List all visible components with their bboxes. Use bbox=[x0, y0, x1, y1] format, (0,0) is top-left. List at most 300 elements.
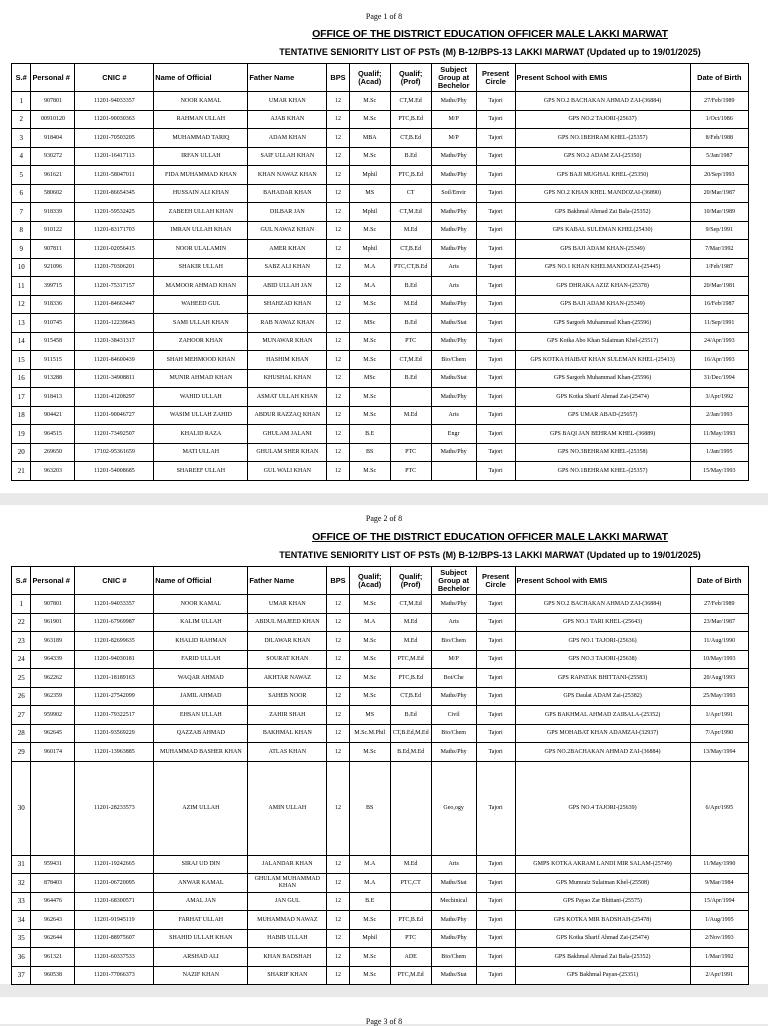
cell-qualif-prof: CT,B.Ed bbox=[390, 129, 431, 148]
cell-present-circle: Tajori bbox=[476, 911, 515, 930]
cell-bps: 12 bbox=[327, 203, 350, 222]
cell-cnic: 11201-86654345 bbox=[75, 184, 154, 203]
cell-present-school: GPS BAJI ADAM KHAN-(25349) bbox=[515, 240, 690, 259]
cell-father-name: SOURAT KHAN bbox=[248, 650, 327, 669]
cell-subject-group: Maths/Phy bbox=[431, 687, 476, 706]
cell-present-school: GPS NO.1 TAJORI-(25636) bbox=[515, 632, 690, 651]
cell-bps: 12 bbox=[327, 314, 350, 333]
table-row bbox=[12, 240, 749, 259]
cell-subject-group: Maths/Phy bbox=[431, 929, 476, 948]
cell-qualif-prof: M.Ed bbox=[390, 632, 431, 651]
cell-present-circle: Tajori bbox=[476, 369, 515, 388]
cell-date-of-birth: 3/Apr/1992 bbox=[690, 388, 748, 407]
cell-date-of-birth: 10/May/1993 bbox=[690, 650, 748, 669]
cell-qualif-acad: Mphil bbox=[349, 166, 390, 185]
cell-bps: 12 bbox=[327, 147, 350, 166]
cell-present-circle: Tajori bbox=[476, 874, 515, 893]
cell-present-school: GPS Kotka Abo Khan Sulaiman Khel-(25517) bbox=[515, 332, 690, 351]
cell-qualif-acad: M.A bbox=[349, 855, 390, 874]
cell-name: FIDA MUHAMMAD KHAN bbox=[154, 166, 248, 185]
cell-name: KHALID RAZA bbox=[154, 425, 248, 444]
cell-present-circle: Tajori bbox=[476, 129, 515, 148]
cell-present-circle: Tajori bbox=[476, 929, 515, 948]
cell-qualif-prof: B.Ed,M.Ed bbox=[390, 743, 431, 762]
cell-bps: 12 bbox=[327, 277, 350, 296]
cell-present-school: GPS Payao Zar Bhittani-(25575) bbox=[515, 892, 690, 911]
cell-personal-no: 00910120 bbox=[31, 110, 75, 129]
cell-qualif-acad: M.Sc bbox=[349, 462, 390, 481]
cell-sno: 3 bbox=[12, 129, 31, 148]
cell-bps: 12 bbox=[327, 724, 350, 743]
cell-father-name: GUL WALI KHAN bbox=[248, 462, 327, 481]
cell-subject-group: Geo,ogy bbox=[431, 761, 476, 855]
cell-qualif-acad: M.A bbox=[349, 613, 390, 632]
cell-cnic: 11201-91945119 bbox=[75, 911, 154, 930]
cell-date-of-birth: 7/Apr/1990 bbox=[690, 724, 748, 743]
cell-qualif-acad: M.Sc bbox=[349, 110, 390, 129]
cell-sno: 1 bbox=[12, 595, 31, 614]
cell-date-of-birth: 11/May/1993 bbox=[690, 425, 748, 444]
cell-personal-no: 878403 bbox=[31, 874, 75, 893]
cell-bps: 12 bbox=[327, 110, 350, 129]
cell-present-circle: Tajori bbox=[476, 595, 515, 614]
cell-sno: 13 bbox=[12, 314, 31, 333]
table-row bbox=[12, 406, 749, 425]
cell-father-name: AKHTAR NAWAZ bbox=[248, 669, 327, 688]
cell-date-of-birth: 8/Feb/1988 bbox=[690, 129, 748, 148]
cell-cnic: 11201-41208297 bbox=[75, 388, 154, 407]
cell-present-school: GPS UMAR ABAD-(25657) bbox=[515, 406, 690, 425]
cell-sno: 9 bbox=[12, 240, 31, 259]
cell-present-school: GPS KABAL SULEMAN KHEL(25430) bbox=[515, 221, 690, 240]
table-row bbox=[12, 258, 749, 277]
cell-qualif-acad: M.Sc bbox=[349, 221, 390, 240]
table-row bbox=[12, 332, 749, 351]
cell-sno: 27 bbox=[12, 706, 31, 725]
header-present-circle: Present Circle bbox=[476, 567, 515, 595]
cell-personal-no: 964339 bbox=[31, 650, 75, 669]
cell-subject-group: M/P bbox=[431, 110, 476, 129]
cell-qualif-prof: CT,M.Ed bbox=[390, 92, 431, 111]
cell-father-name: UMAR KHAN bbox=[248, 595, 327, 614]
cell-qualif-acad: M.Sc bbox=[349, 295, 390, 314]
cell-qualif-prof: CT,M.Ed bbox=[390, 203, 431, 222]
cell-qualif-prof: CT bbox=[390, 184, 431, 203]
table-row bbox=[12, 147, 749, 166]
cell-cnic: 11201-94033357 bbox=[75, 595, 154, 614]
cell-qualif-prof: M.Ed bbox=[390, 406, 431, 425]
cell-qualif-acad: M.A bbox=[349, 277, 390, 296]
cell-sno: 19 bbox=[12, 425, 31, 444]
cell-father-name: GHULAM MUHAMMAD KHAN bbox=[248, 874, 327, 893]
cell-cnic: 11201-60337533 bbox=[75, 948, 154, 967]
cell-subject-group: Arts bbox=[431, 277, 476, 296]
cell-present-school: GPS NO.2 TAJORI-(25637) bbox=[515, 110, 690, 129]
cell-present-school: GPS NO.2 ADAM ZAI-(25350) bbox=[515, 147, 690, 166]
table-row bbox=[12, 948, 749, 967]
cell-personal-no: 907801 bbox=[31, 92, 75, 111]
cell-name: EHSAN ULLAH bbox=[154, 706, 248, 725]
cell-sno: 22 bbox=[12, 613, 31, 632]
table-row bbox=[12, 351, 749, 370]
cell-present-circle: Tajori bbox=[476, 462, 515, 481]
cell-present-school: GPS Kotka Sharif Ahmad Zai-(25474) bbox=[515, 388, 690, 407]
cell-father-name: HABIB ULLAH bbox=[248, 929, 327, 948]
cell-present-school: GPS BAJI MUGHAL KHEL-(25350) bbox=[515, 166, 690, 185]
cell-qualif-prof bbox=[390, 761, 431, 855]
cell-present-circle: Tajori bbox=[476, 425, 515, 444]
cell-father-name: DILAWAR KHAN bbox=[248, 632, 327, 651]
cell-date-of-birth: 1/Oct/1986 bbox=[690, 110, 748, 129]
cell-cnic: 11201-19242665 bbox=[75, 855, 154, 874]
cell-name: KALIM ULLAH bbox=[154, 613, 248, 632]
header-subject-group: Subject Group at Bechelor bbox=[431, 567, 476, 595]
table-row bbox=[12, 388, 749, 407]
cell-date-of-birth: 11/Aug/1990 bbox=[690, 632, 748, 651]
cell-date-of-birth: 1/Mar/1992 bbox=[690, 948, 748, 967]
cell-qualif-prof: PTC,B.Ed bbox=[390, 166, 431, 185]
cell-cnic: 11201-67969987 bbox=[75, 613, 154, 632]
cell-sno: 21 bbox=[12, 462, 31, 481]
cell-qualif-prof: PTC,CT bbox=[390, 874, 431, 893]
cell-cnic: 11201-73492507 bbox=[75, 425, 154, 444]
page-number: Page 2 of 8 bbox=[365, 514, 403, 523]
header-cnic: CNIC # bbox=[75, 567, 154, 595]
cell-present-school: GMPS KOTKA AKRAM LANDI MIR SALAM-(25749) bbox=[515, 855, 690, 874]
cell-date-of-birth: 7/Mar/1992 bbox=[690, 240, 748, 259]
cell-subject-group: Maths/Phy bbox=[431, 147, 476, 166]
cell-personal-no: 580602 bbox=[31, 184, 75, 203]
cell-qualif-acad: MSc bbox=[349, 314, 390, 333]
cell-personal-no: 959431 bbox=[31, 855, 75, 874]
page-number: Page 3 of 8 bbox=[365, 1017, 403, 1026]
cell-cnic: 11201-16417113 bbox=[75, 147, 154, 166]
cell-cnic: 11201-27542099 bbox=[75, 687, 154, 706]
cell-cnic: 11201-84663447 bbox=[75, 295, 154, 314]
table-row bbox=[12, 929, 749, 948]
cell-subject-group: Arts bbox=[431, 258, 476, 277]
cell-name: IMRAN ULLAH KHAN bbox=[154, 221, 248, 240]
cell-qualif-acad: M.Sc bbox=[349, 911, 390, 930]
table-row bbox=[12, 277, 749, 296]
cell-qualif-prof: PTC,B.Ed bbox=[390, 669, 431, 688]
cell-qualif-acad: M.Sc bbox=[349, 388, 390, 407]
cell-qualif-prof: M.Ed bbox=[390, 221, 431, 240]
header-row bbox=[12, 567, 749, 595]
cell-subject-group: Maths/Phy bbox=[431, 443, 476, 462]
cell-personal-no: 962262 bbox=[31, 669, 75, 688]
cell-father-name: ABDUR RAZZAQ KHAN bbox=[248, 406, 327, 425]
cell-qualif-prof: M.Ed bbox=[390, 613, 431, 632]
cell-name: ARSHAD ALI bbox=[154, 948, 248, 967]
cell-present-school: GPS Kotka Sharif Ahmad Zai-(25474) bbox=[515, 929, 690, 948]
cell-father-name: GHULAM SHER KHAN bbox=[248, 443, 327, 462]
cell-cnic: 11201-93569229 bbox=[75, 724, 154, 743]
cell-subject-group: Maths/Phy bbox=[431, 743, 476, 762]
cell-sno: 7 bbox=[12, 203, 31, 222]
cell-father-name: GUL NAWAZ KHAN bbox=[248, 221, 327, 240]
cell-present-circle: Tajori bbox=[476, 332, 515, 351]
cell-qualif-prof: B.Ed bbox=[390, 706, 431, 725]
cell-date-of-birth: 6/Apr/1995 bbox=[690, 761, 748, 855]
cell-sno: 25 bbox=[12, 669, 31, 688]
cell-present-circle: Tajori bbox=[476, 314, 515, 333]
cell-sno: 1 bbox=[12, 92, 31, 111]
cell-date-of-birth: 2/Jan/1993 bbox=[690, 406, 748, 425]
table-row bbox=[12, 314, 749, 333]
cell-present-circle: Tajori bbox=[476, 632, 515, 651]
cell-qualif-acad: BS bbox=[349, 761, 390, 855]
cell-bps: 12 bbox=[327, 351, 350, 370]
cell-present-circle: Tajori bbox=[476, 761, 515, 855]
cell-personal-no: 904421 bbox=[31, 406, 75, 425]
cell-present-school: GPS NO.1 TARI KHEL-(25643) bbox=[515, 613, 690, 632]
cell-personal-no: 961321 bbox=[31, 948, 75, 967]
cell-subject-group: Maths/Phy bbox=[431, 388, 476, 407]
cell-sno: 23 bbox=[12, 632, 31, 651]
table-row bbox=[12, 462, 749, 481]
cell-bps: 12 bbox=[327, 687, 350, 706]
cell-qualif-acad: M.A bbox=[349, 258, 390, 277]
cell-present-circle: Tajori bbox=[476, 855, 515, 874]
cell-name: AZIM ULLAH bbox=[154, 761, 248, 855]
cell-qualif-acad: MS bbox=[349, 184, 390, 203]
cell-father-name: AMER KHAN bbox=[248, 240, 327, 259]
cell-cnic: 11201-90030363 bbox=[75, 110, 154, 129]
cell-qualif-prof: PTC,B.Ed bbox=[390, 110, 431, 129]
header-bps: BPS bbox=[327, 64, 350, 92]
cell-father-name: ABDUL MAJEED KHAN bbox=[248, 613, 327, 632]
table-row bbox=[12, 724, 749, 743]
header-present-school: Present School with EMIS bbox=[515, 64, 690, 92]
cell-name: FARHAT ULLAH bbox=[154, 911, 248, 930]
header-name: Name of Official bbox=[154, 64, 248, 92]
cell-qualif-prof: B.Ed bbox=[390, 369, 431, 388]
cell-cnic: 11201-28233573 bbox=[75, 761, 154, 855]
cell-sno: 20 bbox=[12, 443, 31, 462]
cell-cnic: 11201-94033357 bbox=[75, 92, 154, 111]
cell-sno: 4 bbox=[12, 147, 31, 166]
table-row bbox=[12, 443, 749, 462]
cell-subject-group: Arts bbox=[431, 855, 476, 874]
cell-qualif-prof: M.Ed bbox=[390, 295, 431, 314]
cell-father-name: SAHEB NOOR bbox=[248, 687, 327, 706]
office-title: OFFICE OF THE DISTRICT EDUCATION OFFICER MALE LAKKI MARWAT bbox=[312, 531, 668, 543]
table-row bbox=[12, 706, 749, 725]
cell-qualif-prof bbox=[390, 425, 431, 444]
cell-subject-group: Bio/Chem bbox=[431, 351, 476, 370]
cell-qualif-prof: CT,B.Ed,M.Ed bbox=[390, 724, 431, 743]
cell-sno: 34 bbox=[12, 911, 31, 930]
cell-date-of-birth: 20/Aug/1993 bbox=[690, 669, 748, 688]
cell-date-of-birth: 5/Jan/1987 bbox=[690, 147, 748, 166]
cell-cnic: 11201-68300571 bbox=[75, 892, 154, 911]
cell-bps: 12 bbox=[327, 184, 350, 203]
cell-present-circle: Tajori bbox=[476, 724, 515, 743]
cell-personal-no: 918336 bbox=[31, 295, 75, 314]
cell-personal-no: 960538 bbox=[31, 966, 75, 985]
table-row bbox=[12, 92, 749, 111]
cell-subject-group: Maths/Phy bbox=[431, 240, 476, 259]
cell-subject-group: Maths/Stat bbox=[431, 966, 476, 985]
table-row bbox=[12, 221, 749, 240]
cell-personal-no: 962644 bbox=[31, 929, 75, 948]
cell-qualif-acad: Mphil bbox=[349, 240, 390, 259]
header-bps: BPS bbox=[327, 567, 350, 595]
cell-present-school: GPS RAPATAK BHITTANI-(25583) bbox=[515, 669, 690, 688]
cell-cnic: 11201-88975607 bbox=[75, 929, 154, 948]
cell-bps: 12 bbox=[327, 258, 350, 277]
table-row bbox=[12, 892, 749, 911]
header-personal-no: Personal # bbox=[31, 567, 75, 595]
cell-date-of-birth: 2/Apr/1991 bbox=[690, 966, 748, 985]
cell-qualif-acad: Mphil bbox=[349, 203, 390, 222]
cell-sno: 26 bbox=[12, 687, 31, 706]
cell-qualif-prof: M.Ed bbox=[390, 855, 431, 874]
cell-father-name: AMIN ULLAH bbox=[248, 761, 327, 855]
cell-subject-group: Maths/Phy bbox=[431, 203, 476, 222]
cell-qualif-prof: ADE bbox=[390, 948, 431, 967]
table-row bbox=[12, 874, 749, 893]
cell-subject-group: Civil bbox=[431, 706, 476, 725]
cell-cnic: 11201-79322517 bbox=[75, 706, 154, 725]
cell-bps: 12 bbox=[327, 892, 350, 911]
cell-subject-group: Arts bbox=[431, 406, 476, 425]
cell-qualif-prof: CT,B.Ed bbox=[390, 687, 431, 706]
cell-personal-no: 960174 bbox=[31, 743, 75, 762]
cell-qualif-acad: M.A bbox=[349, 874, 390, 893]
cell-personal-no: 907811 bbox=[31, 240, 75, 259]
page-number: Page 1 of 8 bbox=[365, 12, 403, 21]
cell-bps: 12 bbox=[327, 929, 350, 948]
cell-bps: 12 bbox=[327, 369, 350, 388]
seniority-table bbox=[11, 566, 749, 985]
cell-date-of-birth: 16/Apr/1993 bbox=[690, 351, 748, 370]
table-row bbox=[12, 632, 749, 651]
cell-present-circle: Tajori bbox=[476, 295, 515, 314]
cell-name: NOOR KAMAL bbox=[154, 92, 248, 111]
cell-present-circle: Tajori bbox=[476, 650, 515, 669]
cell-subject-group: Bio/Chem bbox=[431, 724, 476, 743]
cell-personal-no: 963203 bbox=[31, 462, 75, 481]
cell-father-name: SAIF ULLAH KHAN bbox=[248, 147, 327, 166]
cell-date-of-birth: 20/Mar/1981 bbox=[690, 277, 748, 296]
cell-qualif-prof: PTC,CT,B.Ed bbox=[390, 258, 431, 277]
cell-sno: 18 bbox=[12, 406, 31, 425]
cell-qualif-acad: MBA bbox=[349, 129, 390, 148]
cell-father-name: RAB NAWAZ KHAN bbox=[248, 314, 327, 333]
cell-sno: 37 bbox=[12, 966, 31, 985]
cell-date-of-birth: 15/May/1993 bbox=[690, 462, 748, 481]
table-row bbox=[12, 650, 749, 669]
cell-qualif-acad: M.Sc bbox=[349, 687, 390, 706]
cell-bps: 12 bbox=[327, 332, 350, 351]
cell-qualif-prof: B.Ed bbox=[390, 314, 431, 333]
cell-qualif-acad: M.Sc.M.Phil bbox=[349, 724, 390, 743]
cell-qualif-acad: B.E bbox=[349, 425, 390, 444]
cell-father-name: SHARIF KHAN bbox=[248, 966, 327, 985]
cell-personal-no: 961901 bbox=[31, 613, 75, 632]
cell-present-school: GPS Bakhmal Ahmad Zai Bala-(25352) bbox=[515, 948, 690, 967]
cell-date-of-birth: 10/Mar/1989 bbox=[690, 203, 748, 222]
cell-present-school: GPS MOHABAT KHAN ADAMZAI-(32937) bbox=[515, 724, 690, 743]
cell-cnic: 11201-75317157 bbox=[75, 277, 154, 296]
table-row bbox=[12, 855, 749, 874]
cell-date-of-birth: 20/Mar/1987 bbox=[690, 184, 748, 203]
cell-name: SHAH MEHMOOD KHAN bbox=[154, 351, 248, 370]
cell-present-school: GPS BAQI JAN BEHRAM KHEL-(36889) bbox=[515, 425, 690, 444]
cell-personal-no: 918404 bbox=[31, 129, 75, 148]
cell-personal-no: 911515 bbox=[31, 351, 75, 370]
cell-sno: 6 bbox=[12, 184, 31, 203]
cell-date-of-birth: 9/Sep/1991 bbox=[690, 221, 748, 240]
cell-name: MATI ULLAH bbox=[154, 443, 248, 462]
cell-bps: 12 bbox=[327, 166, 350, 185]
cell-sno: 11 bbox=[12, 277, 31, 296]
cell-personal-no: 910122 bbox=[31, 221, 75, 240]
cell-qualif-acad: M.Sc bbox=[349, 406, 390, 425]
cell-bps: 12 bbox=[327, 406, 350, 425]
cell-date-of-birth: 1/Jan/1995 bbox=[690, 443, 748, 462]
cell-name: WAHID ULLAH bbox=[154, 388, 248, 407]
cell-sno: 15 bbox=[12, 351, 31, 370]
cell-bps: 12 bbox=[327, 295, 350, 314]
cell-present-school: GPS NO.1BEHRAM KHEL-(25357) bbox=[515, 462, 690, 481]
cell-bps: 12 bbox=[327, 388, 350, 407]
cell-date-of-birth: 23/Mar/1987 bbox=[690, 613, 748, 632]
cell-name: ZABEEH ULLAH KHAN bbox=[154, 203, 248, 222]
cell-present-circle: Tajori bbox=[476, 892, 515, 911]
cell-personal-no: 962359 bbox=[31, 687, 75, 706]
cell-father-name: BAKHMAL KHAN bbox=[248, 724, 327, 743]
table-row bbox=[12, 203, 749, 222]
cell-personal-no: 930272 bbox=[31, 147, 75, 166]
seniority-table bbox=[11, 63, 749, 481]
cell-present-school: GPS DHRAKA AZIZ KHAN-(25378) bbox=[515, 277, 690, 296]
cell-present-circle: Tajori bbox=[476, 351, 515, 370]
cell-qualif-acad: M.Sc bbox=[349, 595, 390, 614]
cell-present-circle: Tajori bbox=[476, 406, 515, 425]
cell-bps: 12 bbox=[327, 761, 350, 855]
cell-present-circle: Tajori bbox=[476, 706, 515, 725]
cell-cnic: 11201-77066373 bbox=[75, 966, 154, 985]
document-page-3 bbox=[0, 997, 768, 1024]
cell-sno: 30 bbox=[12, 761, 31, 855]
cell-cnic: 11201-54008685 bbox=[75, 462, 154, 481]
cell-cnic: 11201-12239643 bbox=[75, 314, 154, 333]
cell-present-circle: Tajori bbox=[476, 147, 515, 166]
cell-date-of-birth: 24/Apr/1993 bbox=[690, 332, 748, 351]
header-sno: S.# bbox=[12, 567, 31, 595]
cell-subject-group: Soil/Envir bbox=[431, 184, 476, 203]
cell-cnic: 17102-95361659 bbox=[75, 443, 154, 462]
cell-date-of-birth: 13/May/1994 bbox=[690, 743, 748, 762]
table-row bbox=[12, 613, 749, 632]
cell-bps: 12 bbox=[327, 874, 350, 893]
cell-bps: 12 bbox=[327, 221, 350, 240]
cell-present-school: GPS Sargorh Muhammad Khan-(25596) bbox=[515, 314, 690, 333]
cell-name: SHAHID ULLAH KHAN bbox=[154, 929, 248, 948]
table-row bbox=[12, 595, 749, 614]
cell-subject-group: Maths/Stat bbox=[431, 874, 476, 893]
cell-personal-no: 964476 bbox=[31, 892, 75, 911]
cell-cnic: 11201-58047011 bbox=[75, 166, 154, 185]
cell-present-school: GPS NO.2 BACHAKAN AHMAD ZAI-(36884) bbox=[515, 92, 690, 111]
cell-qualif-prof: PTC bbox=[390, 462, 431, 481]
header-date-of-birth: Date of Birth bbox=[690, 64, 748, 92]
cell-sno: 32 bbox=[12, 874, 31, 893]
header-sno: S.# bbox=[12, 64, 31, 92]
